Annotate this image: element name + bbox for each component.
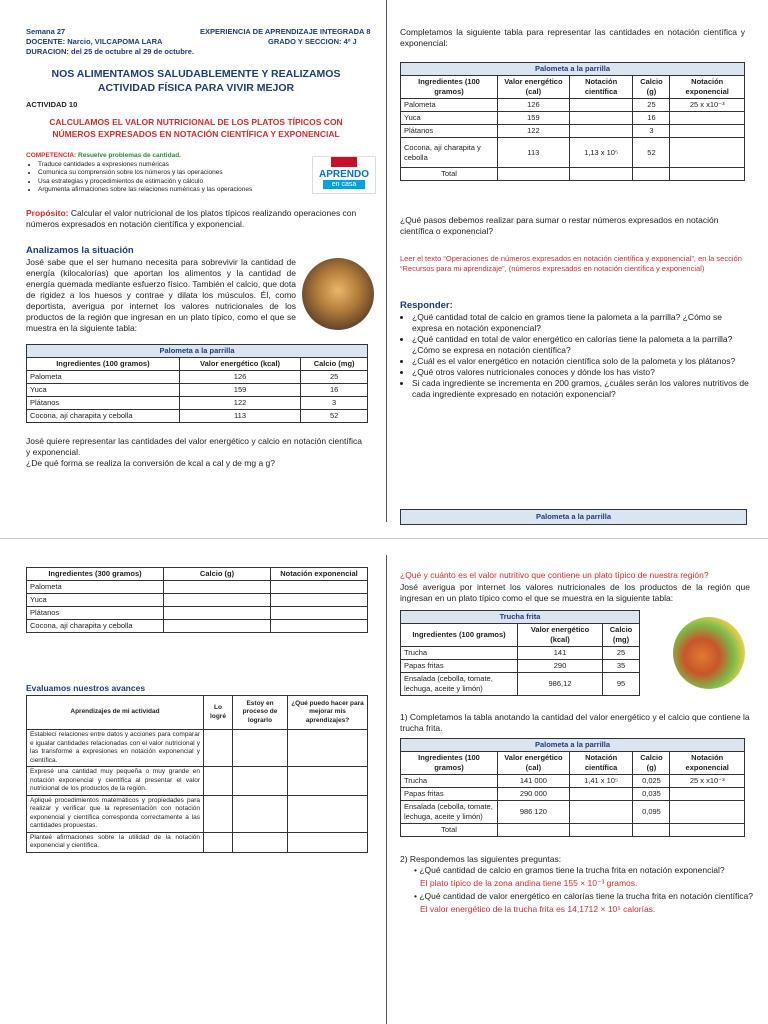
page-divider-horizontal (0, 538, 768, 539)
answer-energia: El valor energético de la trucha frita es 14,1712 × 10⁵ calorías. (420, 904, 656, 914)
page-divider-vertical-bottom (386, 555, 387, 1024)
evaluamos-heading: Evaluamos nuestros avances (26, 683, 146, 693)
table-300g: Ingredientes (300 gramos) Calcio (g) Notación exponencial Palometa Yuca Plátanos Cocona, ají charapita y cebolla (26, 567, 368, 633)
table-row: Palometa 126 25 (27, 371, 368, 384)
proposito-text: Calcular el valor nutricional de los platos típicos realizando operaciones con números expresados en notación científica y exponencial. (26, 208, 357, 229)
list-item: • Si cada ingrediente se incrementa en 200 gramos, ¿cuáles serán los valores nutritivos de cada ingrediente expresado en notación exponencial? (412, 378, 750, 400)
table-row: Expresé una cantidad muy pequeña o muy grande en notación exponencial y científica al presentar el valor nutricional de los productos de la región. (27, 767, 368, 796)
duracion: DURACION: del 25 de octubre al 29 de octubre. (26, 47, 194, 56)
semana: Semana 27 (26, 27, 66, 36)
table-row: Apliqué procedimientos matemáticos y propiedades para realizar y verificar que la representación con notación exponencial y científica corresponda correctamente a las cantidades propuestas. (27, 795, 368, 832)
evaluation-table: Aprendizajes de mi actividad Lo logré Estoy en proceso de lograrlo ¿Qué puedo hacer para mejorar mis aprendizajes? Establecí relaciones entre datos y acciones para comparar e igualar cantidades relacionadas con el valor nutricional y las transformé a expresiones en notación exponencial y científica. Expresé una cantidad muy pequeña o muy grande en notación exponencial y científica al presentar el valor nutricional de los productos de la región. Apliqué procedimientos matemáticos y propiedades para realizar y verificar que la representación con notación exponencial y científica corresponda correctamente a las cantidades propuestas. Planteé afirmaciones sobre la utilidad de la notación exponencial y científica. (26, 695, 368, 853)
table-row: Cocona, ají charapita y cebolla (27, 620, 368, 633)
proposito-label: Propósito: (26, 208, 69, 218)
grado: GRADO Y SECCION: 4º J (268, 37, 357, 46)
trout-dish-image (673, 617, 745, 689)
experiencia: EXPERIENCIA DE APRENDIZAJE INTEGRADA 8 (200, 27, 371, 36)
table-row: Plátanos 122 3 (401, 125, 745, 138)
list-item: • Traduce cantidades a expresiones numéricas (38, 161, 316, 170)
subtitle-line-1: CALCULAMOS EL VALOR NUTRICIONAL DE LOS PLATOS TÍPICOS CON (49, 117, 343, 127)
competencia-value: Resuelve problemas de cantidad. (78, 152, 181, 159)
page-4 (388, 545, 768, 1024)
table-trucha: Trucha frita Ingredientes (100 gramos) Valor energético (kcal) Calcio (mg) Trucha 141 25 Papas fritas 290 35 Ensalada (cebolla, tomate, lechuga, aceite y limón) 986,12 95 (400, 610, 640, 696)
table-row: Ensalada (cebolla, tomate, lechuga, aceite y limón) 986 120 0,095 (401, 801, 745, 824)
responder-heading: Responder: (400, 300, 453, 311)
table-row: Yuca 159 16 (401, 112, 745, 125)
table-row: Yuca 159 16 (27, 384, 368, 397)
page-divider-vertical-top (386, 0, 387, 522)
main-title-line-1: NOS ALIMENTAMOS SALUDABLEMENTE Y REALIZAMOS (51, 68, 341, 80)
list-item: • ¿Cuál es el valor energético en notación científica solo de la palometa y los plátanos? (412, 356, 750, 367)
p4-question: ¿Qué y cuánto es el valor nutritivo que contiene un plato típico de nuestra región? (400, 570, 709, 580)
table-trucha-notacion: Palometa a la parrilla Ingredientes (100 gramos) Valor energético (cal) Notación científica Calcio (g) Notación exponencial Trucha 141 000 1,41 x 10⁵ 0,025 25 x x10⁻³ Papas fritas 290 000 0,035 Ensalada (cebolla, tomate, lechuga, aceite y limón) 986 120 0,095 Total (400, 738, 745, 837)
leer-instruccion: Leer el texto “Operaciones de números expresados en notación científica y exponencial”, en la sección “Recursos para mi aprendizaje”, (números expresados en notación científica y exponencial) (400, 254, 742, 273)
table-row: Establecí relaciones entre datos y acciones para comparar e igualar cantidades relacionadas con el valor nutricional y las transformé a expresiones en notación exponencial y científica. (27, 730, 368, 767)
jose-quiere-text: José quiere representar las cantidades del valor energético y calcio en notación científica y exponencial. (26, 436, 362, 457)
table-row: Ensalada (cebolla, tomate, lechuga, aceite y limón) 986,12 95 (401, 673, 640, 696)
analizamos-heading: Analizamos la situación (26, 245, 134, 256)
peru-flag-icon (331, 157, 357, 167)
list-item: • Usa estrategias y procedimientos de estimación y cálculo (38, 178, 316, 187)
page-3 (0, 545, 384, 1024)
list-item: • Comunica su comprensión sobre los números y las operaciones (38, 169, 316, 178)
table-row: Trucha 141 000 1,41 x 10⁵ 0,025 25 x x10⁻³ (401, 775, 745, 788)
list-item: • ¿Qué cantidad en total de valor energético en calorías tiene la palometa a la parrilla? ¿Cómo se expresa en notación científica? (412, 334, 750, 356)
table-palometa-notacion: Palometa a la parrilla Ingredientes (100 gramos) Valor energético (cal) Notación científica Calcio (g) Notación exponencial Palometa 126 25 25 x x10⁻³ Yuca 159 16 Plátanos 122 3 Cocona, ají charapita y cebolla 113 1,13 x 10⁵ 52 Total (400, 62, 745, 181)
main-title-line-2: ACTIVIDAD FÍSICA PARA VIVIR MEJOR (97, 82, 295, 94)
step-1: 1) Completamos la tabla anotando la cantidad del valor energético y el calcio que contiene la trucha frita. (400, 712, 750, 733)
list-item: • Argumenta afirmaciones sobre las relaciones numéricas y las operaciones (38, 186, 316, 195)
pasos-question: ¿Qué pasos debemos realizar para sumar o restar números expresados en notación científica o exponencial? (400, 215, 719, 236)
table-row: Yuca (27, 594, 368, 607)
table-row: Palometa (27, 581, 368, 594)
table-row: Cocona, ají charapita y cebolla 113 1,13 x 10⁵ 52 (401, 138, 745, 168)
table-row: Palometa 126 25 25 x x10⁻³ (401, 99, 745, 112)
bottom-table-title: Palometa a la parrilla (400, 509, 747, 525)
responder-list (400, 312, 750, 400)
question-energia: • ¿Qué cantidad de valor energético en calorías tiene la trucha frita en notación científica? (414, 891, 753, 901)
actividad: ACTIVIDAD 10 (26, 100, 78, 109)
question-calcio: • ¿Qué cantidad de calcio en gramos tiene la trucha frita en notación exponencial? (414, 865, 725, 875)
table-row: Total (401, 168, 745, 181)
aprendo-logo: APRENDO en casa (312, 156, 376, 194)
competencia-list (26, 161, 316, 195)
table-row: Plátanos (27, 607, 368, 620)
list-item: • ¿Qué otros valores nutricionales conoces y dónde los has visto? (412, 367, 750, 378)
page-2 (388, 0, 768, 525)
table-row: Papas fritas 290 000 0,035 (401, 788, 745, 801)
answer-calcio: El plato típico de la zona andina tiene 155 × 10⁻³ gramos. (420, 878, 638, 888)
step-2: 2) Respondemos las siguientes preguntas: (400, 854, 562, 864)
table-row: Cocona, ají charapita y cebolla 113 52 (27, 410, 368, 423)
conversion-question: ¿De qué forma se realiza la conversión de kcal a cal y de mg a g? (26, 458, 275, 468)
situacion-text: José sabe que el ser humano necesita para sobrevivir la cantidad de energía (kilocalorías) que aportan los alimentos y la cantidad de energía quemada mediante esfuerzo físico. También el calcio, que dota de rigidez a los huesos y contrae y dilata los músculos. Él, como deportista, averigua por internet los valores nutricionales de los productos de la región que ingresan en un plato típico, como el que se muestra en la siguiente tabla: (26, 257, 296, 333)
subtitle-line-2: NÚMEROS EXPRESADOS EN NOTACIÓN CIENTÍFICA Y EXPONENCIAL (52, 129, 340, 139)
p4-intro: José averigua por internet los valores nutricionales de los productos de la región que ingresan en un plato típico como el que se muestra en la siguiente tabla: (400, 582, 750, 603)
table-row: Planteé afirmaciones sobre la utilidad de la notación exponencial y científica. (27, 832, 368, 852)
page-1 (0, 0, 384, 525)
table-row: Plátanos 122 3 (27, 397, 368, 410)
table-row: Total (401, 824, 745, 837)
fish-dish-image (302, 258, 374, 330)
docente: DOCENTE: Narcio, VILCAPOMA LARA (26, 37, 163, 46)
table-palometa: Palometa a la parrilla Ingredientes (100 gramos) Valor energético (kcal) Calcio (mg) Palometa 126 25 Yuca 159 16 Plátanos 122 3 Cocona, ají charapita y cebolla 113 52 (26, 344, 368, 423)
table-row: Papas fritas 290 35 (401, 660, 640, 673)
table-row: Trucha 141 25 (401, 647, 640, 660)
competencia-label: COMPETENCIA: (26, 152, 77, 159)
p2-intro: Completamos la siguiente tabla para representar las cantidades en notación científica y exponencial: (400, 27, 745, 48)
list-item: • ¿Qué cantidad total de calcio en gramos tiene la palometa a la parrilla? ¿Cómo se expresa en notación exponencial? (412, 312, 750, 334)
